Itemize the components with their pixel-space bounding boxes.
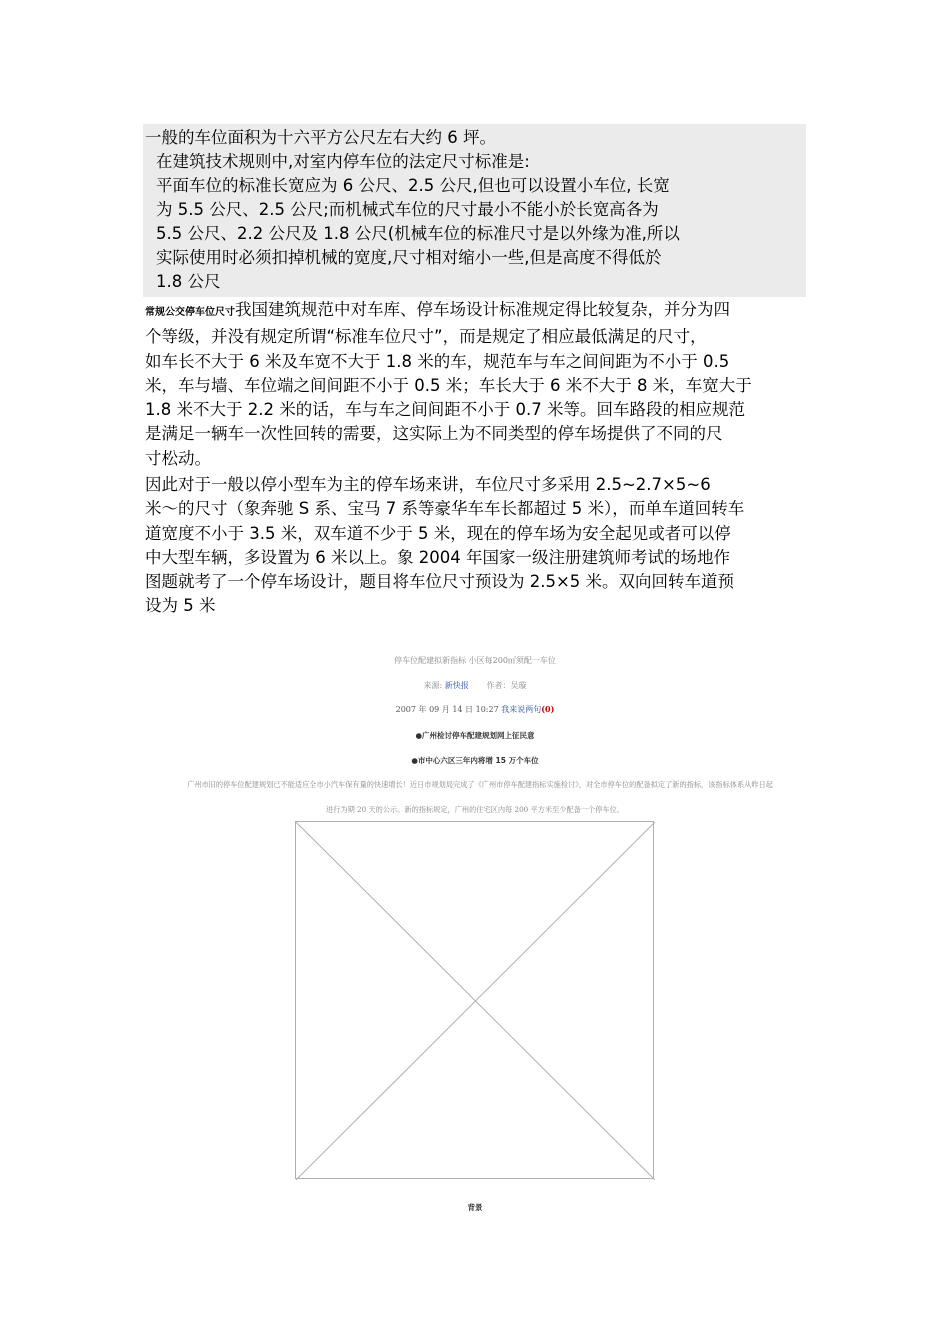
related-bullet-2[interactable]: ●市中心六区三年内将增 15 万个车位 xyxy=(411,756,539,765)
para1-line: 米，车与墙、车位端之间间距不小于 0.5 米；车长大于 6 米不大于 8 米，车宽大于 xyxy=(145,375,752,395)
section-label: 常规公交停车位尺寸 xyxy=(145,307,235,318)
intro-line: 为 5.5 公尺、2.5 公尺;而机械式车位的尺寸最小不能小於长宽高各为 xyxy=(156,200,659,219)
image-placeholder-icon xyxy=(296,822,655,1180)
intro-line: 一般的车位面积为十六平方公尺左右大约 6 坪。 xyxy=(145,128,496,147)
intro-line: 5.5 公尺、2.2 公尺及 1.8 公尺(机械车位的标准尺寸是以外缘为准,所以 xyxy=(156,224,680,243)
para1-line: 我国建筑规范中对车库、停车场设计标准规定得比较复杂，并分为四 xyxy=(235,300,730,319)
source-link[interactable]: 新快报 xyxy=(444,681,469,690)
intro-line: 1.8 公尺 xyxy=(156,272,221,291)
intro-line: 在建筑技术规则中,对室内停车位的法定尺寸标准是: xyxy=(156,152,530,171)
intro-line: 实际使用时必须扣掉机械的宽度,尺寸相对缩小一些,但是高度不得低於 xyxy=(156,248,662,267)
para1-line: 如车长不大于 6 米及车宽不大于 1.8 米的车，规范车与车之间间距为不小于 0.5 xyxy=(145,351,730,371)
article-date: 2007 年 09 月 14 日 10:27 xyxy=(395,705,499,714)
para2-line: 中大型车辆，多设置为 6 米以上。象 2004 年国家一级注册建筑师考试的场地作 xyxy=(145,547,730,567)
comment-link[interactable]: 我来说两句 xyxy=(501,705,542,714)
comment-close-paren: ) xyxy=(550,704,555,714)
para1-line: 1.8 米不大于 2.2 米的话，车与车之间间距不小于 0.7 米等。回车路段的相应规范 xyxy=(145,400,745,420)
article-date-line xyxy=(150,704,800,715)
author-label: 作者：吴璇 xyxy=(486,681,527,690)
para2-line: 米～的尺寸（象奔驰 S 系、宝马 7 系等豪华车车长都超过 5 米），而单车道回转车 xyxy=(145,499,745,519)
para1-line: 个等级，并没有规定所谓“标准车位尺寸”，而是规定了相应最低满足的尺寸， xyxy=(145,327,707,347)
section-paragraph-1 xyxy=(145,298,810,471)
comment-open-paren: ( xyxy=(541,704,545,714)
para2-line: 图题就考了一个停车场设计，题目将车位尺寸预设为 2.5×5 米。双向回转车道预 xyxy=(145,572,735,592)
article-summary-line-1: 广州市旧的停车位配建规划已不能适应全市小汽车保有量的快速增长！近日市规划局完成了《广州市停车配建指标实施检讨》，对全市停车位的配备拟定了新的指标，该指标体系从昨日起 xyxy=(187,780,773,789)
intro-line: 平面车位的标准长宽应为 6 公尺、2.5 公尺,但也可以设置小车位, 长宽 xyxy=(156,176,670,195)
para1-line: 寸松动。 xyxy=(145,448,211,468)
article-source-line xyxy=(150,680,800,691)
comment-count: 0 xyxy=(545,704,551,714)
para2-line: 因此对于一般以停小型车为主的停车场来讲，车位尺寸多采用 2.5~2.7×5~6 xyxy=(145,475,711,494)
para2-line: 设为 5 米 xyxy=(145,596,216,616)
para2-line: 道宽度不小于 3.5 米，双车道不少于 5 米，现在的停车场为安全起见或者可以停 xyxy=(145,523,731,543)
source-label: 来源: xyxy=(423,681,443,690)
related-bullet-1[interactable]: ●广州检讨停车配建规划网上征民意 xyxy=(415,731,535,740)
para1-line: 是满足一辆车一次性回转的需要，这实际上为不同类型的停车场提供了不同的尺 xyxy=(145,424,723,444)
para1-first-line xyxy=(145,298,810,325)
image-caption: 背景 xyxy=(467,1203,483,1212)
intro-highlight-box xyxy=(143,124,806,297)
article-summary-line-2: 进行为期 20 天的公示。新的指标规定，广州的住宅区内每 200 平方米至少配备一个停车位。 xyxy=(326,805,624,814)
section-paragraph-2 xyxy=(145,473,810,619)
broken-image-placeholder xyxy=(295,821,654,1179)
article-title: 停车位配建拟新指标 小区每200㎡须配一车位 xyxy=(394,656,556,665)
